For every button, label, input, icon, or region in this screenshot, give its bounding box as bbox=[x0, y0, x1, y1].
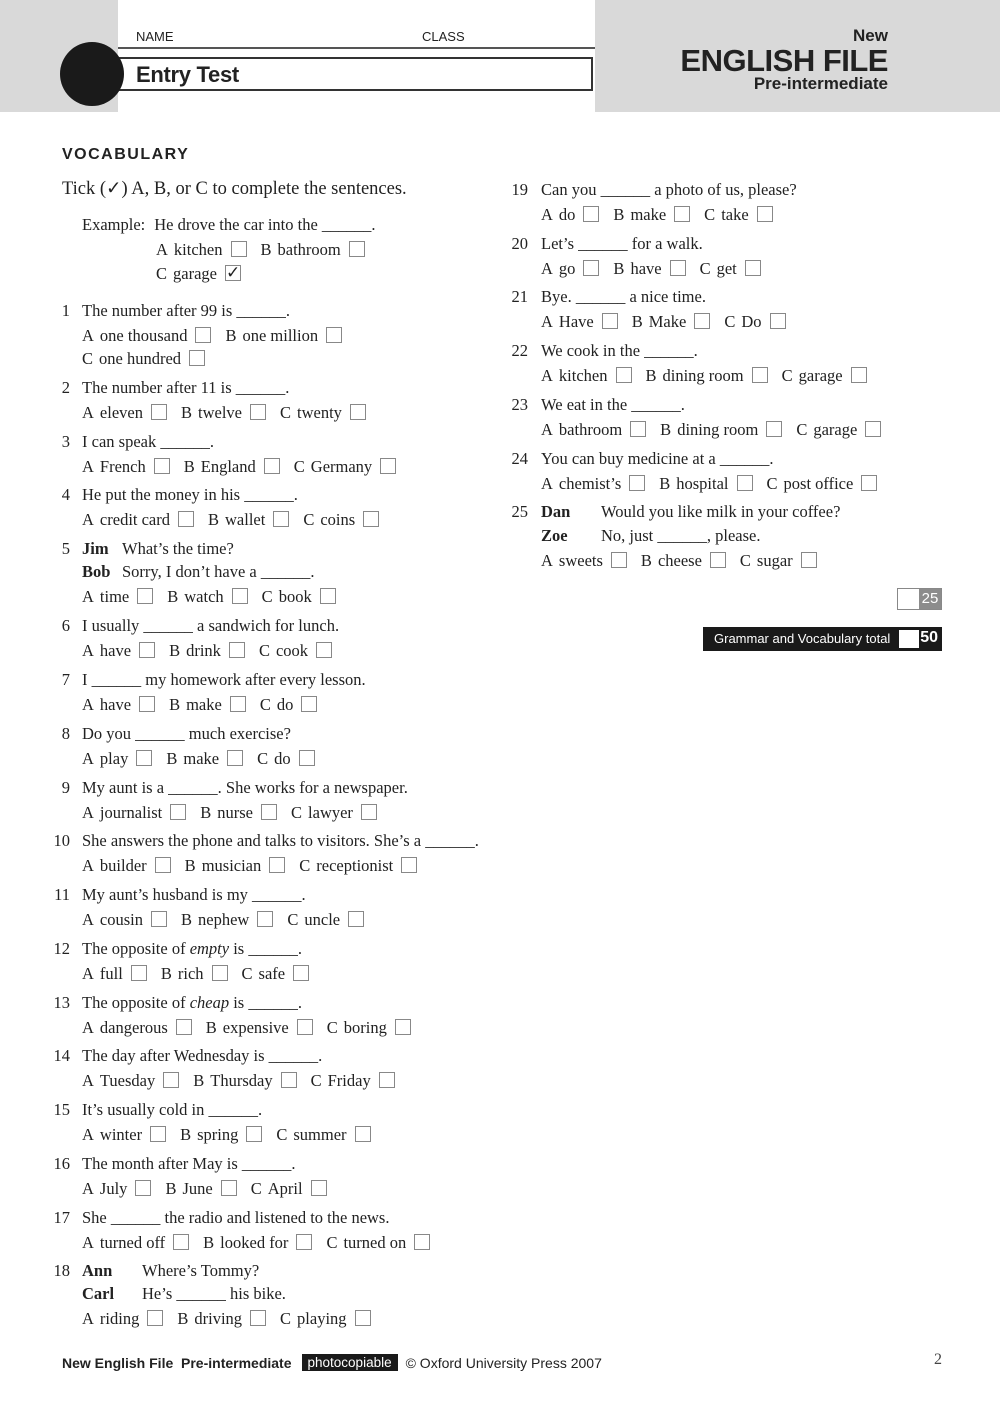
options-row bbox=[541, 259, 775, 279]
option-a: A dangerous bbox=[82, 1018, 192, 1038]
speaker: Ann bbox=[82, 1261, 113, 1280]
option-c: C post office bbox=[767, 474, 878, 494]
option-b: B dining room bbox=[660, 420, 782, 440]
options-row bbox=[541, 312, 800, 332]
checkbox[interactable] bbox=[861, 475, 877, 491]
speaker: Carl bbox=[82, 1284, 115, 1303]
checkbox[interactable] bbox=[139, 642, 155, 658]
checkbox[interactable] bbox=[355, 1126, 371, 1142]
checkbox[interactable] bbox=[583, 206, 599, 222]
question-text: You can buy medicine at a ______. bbox=[541, 449, 774, 468]
total-score-bar bbox=[703, 627, 942, 651]
question-number: 23 bbox=[511, 395, 528, 414]
checkbox[interactable] bbox=[154, 458, 170, 474]
option-a: A chemist’s bbox=[541, 474, 645, 494]
option-c: C safe bbox=[242, 964, 310, 984]
question-number: 20 bbox=[511, 234, 528, 253]
options-row bbox=[82, 1309, 385, 1329]
option-b: B make bbox=[613, 205, 690, 225]
option-c: C Do bbox=[724, 312, 785, 332]
checkbox[interactable] bbox=[250, 404, 266, 420]
checkbox[interactable] bbox=[611, 552, 627, 568]
option-a: A turned off bbox=[82, 1233, 189, 1253]
question-number: 10 bbox=[53, 831, 70, 850]
option-c: C April bbox=[251, 1179, 327, 1199]
checkbox[interactable] bbox=[670, 260, 686, 276]
checkbox[interactable] bbox=[281, 1072, 297, 1088]
option-a: A full bbox=[82, 964, 147, 984]
question-number: 25 bbox=[511, 502, 528, 521]
question-text: She answers the phone and talks to visitors. She’s a ______. bbox=[82, 831, 479, 850]
options-row bbox=[82, 457, 410, 477]
option-c: C take bbox=[704, 205, 773, 225]
options-row bbox=[82, 1233, 444, 1253]
option-b: B rich bbox=[161, 964, 228, 984]
option-b: B watch bbox=[167, 587, 247, 607]
checkbox[interactable] bbox=[155, 857, 171, 873]
checkbox[interactable] bbox=[178, 511, 194, 527]
question-text: We cook in the ______. bbox=[541, 341, 698, 360]
checkbox[interactable] bbox=[150, 1126, 166, 1142]
question-text: The number after 11 is ______. bbox=[82, 378, 290, 397]
checkbox-ticked[interactable] bbox=[225, 265, 241, 281]
checkbox[interactable] bbox=[851, 367, 867, 383]
option-c: C do bbox=[260, 695, 318, 715]
checkbox[interactable] bbox=[269, 857, 285, 873]
checkbox[interactable] bbox=[296, 1234, 312, 1250]
option-c: C coins bbox=[303, 510, 379, 530]
option-c: C get bbox=[700, 259, 761, 279]
question-number: 9 bbox=[61, 778, 70, 797]
photocopiable-badge: photocopiable bbox=[302, 1354, 398, 1371]
option-b: B England bbox=[184, 457, 280, 477]
checkbox[interactable] bbox=[293, 965, 309, 981]
checkbox[interactable] bbox=[326, 327, 342, 343]
option-a: A go bbox=[541, 259, 599, 279]
dialogue-line bbox=[82, 1261, 259, 1281]
unit-circle bbox=[60, 42, 124, 106]
option-c: C playing bbox=[280, 1309, 371, 1329]
question-number: 6 bbox=[61, 616, 70, 635]
option-c: C do bbox=[257, 749, 315, 769]
section-title: VOCABULARY bbox=[62, 146, 190, 163]
option-a: A July bbox=[82, 1179, 151, 1199]
question-text: Do you ______ much exercise? bbox=[82, 724, 291, 743]
option-a: A eleven bbox=[82, 403, 167, 423]
test-title-box bbox=[118, 57, 593, 91]
option-b: B Thursday bbox=[193, 1071, 296, 1091]
question-number: 17 bbox=[53, 1208, 70, 1227]
checkbox[interactable] bbox=[301, 696, 317, 712]
example-options-row-2 bbox=[156, 264, 255, 284]
question-number: 13 bbox=[53, 993, 70, 1012]
option-b: B make bbox=[169, 695, 246, 715]
option-b: B make bbox=[166, 749, 243, 769]
option-c: C cook bbox=[259, 641, 332, 661]
checkbox[interactable] bbox=[363, 511, 379, 527]
dialogue-text: He’s ______ his bike. bbox=[142, 1284, 286, 1303]
option-a: A kitchen bbox=[541, 366, 632, 386]
question-number: 5 bbox=[61, 539, 70, 558]
question-number: 2 bbox=[61, 378, 70, 397]
checkbox[interactable] bbox=[770, 313, 786, 329]
option-a: A have bbox=[82, 641, 155, 661]
checkbox[interactable] bbox=[865, 421, 881, 437]
question-text: Can you ______ a photo of us, please? bbox=[541, 180, 797, 199]
checkbox[interactable] bbox=[221, 1180, 237, 1196]
example-prompt: Example: bbox=[82, 215, 146, 234]
checkbox[interactable] bbox=[757, 206, 773, 222]
checkbox[interactable] bbox=[629, 475, 645, 491]
options-row bbox=[82, 910, 378, 930]
section-score-max: 25 bbox=[919, 589, 941, 609]
question-text: We eat in the ______. bbox=[541, 395, 685, 414]
question-text: It’s usually cold in ______. bbox=[82, 1100, 263, 1119]
options-row bbox=[541, 420, 895, 440]
header-name-area bbox=[118, 0, 595, 112]
checkbox[interactable] bbox=[261, 804, 277, 820]
checkbox[interactable] bbox=[212, 965, 228, 981]
options-row bbox=[82, 1071, 409, 1091]
example-options-row-1 bbox=[156, 240, 379, 260]
checkbox[interactable] bbox=[257, 911, 273, 927]
option-b: B driving bbox=[177, 1309, 266, 1329]
question-number: 21 bbox=[511, 287, 528, 306]
brand-new: New bbox=[853, 26, 888, 45]
class-label: CLASS bbox=[422, 29, 465, 44]
checkbox[interactable] bbox=[137, 588, 153, 604]
option-b: B nurse bbox=[200, 803, 277, 823]
checkbox[interactable] bbox=[131, 965, 147, 981]
option-b: B drink bbox=[169, 641, 245, 661]
name-label: NAME bbox=[136, 29, 174, 44]
option-b: B June bbox=[165, 1179, 236, 1199]
options-row bbox=[82, 803, 391, 823]
option-b: B one million bbox=[225, 326, 342, 346]
options-row bbox=[82, 403, 380, 423]
question-text: The month after May is ______. bbox=[82, 1154, 296, 1173]
question-text: She ______ the radio and listened to the news. bbox=[82, 1208, 390, 1227]
option-c: C book bbox=[262, 587, 336, 607]
option-c: C Germany bbox=[294, 457, 396, 477]
option-b: B twelve bbox=[181, 403, 266, 423]
question-number: 15 bbox=[53, 1100, 70, 1119]
question-text: The opposite of empty is ______. bbox=[82, 939, 302, 958]
option-a: A have bbox=[82, 695, 155, 715]
option-c: C garage bbox=[796, 420, 881, 440]
checkbox[interactable] bbox=[227, 750, 243, 766]
options-row bbox=[541, 205, 787, 225]
checkbox[interactable] bbox=[348, 911, 364, 927]
tick-icon: ✓ bbox=[225, 263, 241, 282]
question-number: 8 bbox=[61, 724, 70, 743]
checkbox[interactable] bbox=[273, 511, 289, 527]
checkbox[interactable] bbox=[147, 1310, 163, 1326]
total-label: Grammar and Vocabulary total bbox=[714, 631, 891, 646]
options-row bbox=[82, 695, 331, 715]
checkbox[interactable] bbox=[195, 327, 211, 343]
option-a: A credit card bbox=[82, 510, 194, 530]
checkbox[interactable] bbox=[694, 313, 710, 329]
checkbox[interactable] bbox=[311, 1180, 327, 1196]
brand-level: Pre-intermediate bbox=[753, 74, 888, 93]
question-text: The number after 99 is ______. bbox=[82, 301, 291, 320]
option-c: C Friday bbox=[311, 1071, 395, 1091]
checkbox[interactable] bbox=[297, 1019, 313, 1035]
option-b: B nephew bbox=[181, 910, 273, 930]
option-b: B spring bbox=[180, 1125, 262, 1145]
option-c: C twenty bbox=[280, 403, 366, 423]
speaker: Zoe bbox=[541, 526, 568, 545]
checkbox[interactable] bbox=[299, 750, 315, 766]
example-sentence bbox=[82, 215, 376, 235]
option-c: C turned on bbox=[326, 1233, 430, 1253]
speaker: Bob bbox=[82, 562, 111, 581]
option-a: A cousin bbox=[82, 910, 167, 930]
option-a: A journalist bbox=[82, 803, 186, 823]
options-row bbox=[82, 964, 323, 984]
checkbox[interactable] bbox=[801, 552, 817, 568]
options-row bbox=[82, 349, 219, 369]
question-number: 7 bbox=[61, 670, 70, 689]
checkbox[interactable] bbox=[230, 696, 246, 712]
question-text: Let’s ______ for a walk. bbox=[541, 234, 703, 253]
checkbox[interactable] bbox=[231, 241, 247, 257]
checkbox[interactable] bbox=[139, 696, 155, 712]
checkbox[interactable] bbox=[232, 588, 248, 604]
dialogue-line bbox=[82, 562, 314, 582]
checkbox[interactable] bbox=[745, 260, 761, 276]
option-c: C lawyer bbox=[291, 803, 377, 823]
options-row bbox=[82, 1179, 341, 1199]
question-text: I can speak ______. bbox=[82, 432, 214, 451]
option-c: C boring bbox=[327, 1018, 411, 1038]
option-a: A riding bbox=[82, 1309, 163, 1329]
option-a: A bathroom bbox=[541, 420, 646, 440]
checkbox[interactable] bbox=[616, 367, 632, 383]
option-b: B have bbox=[613, 259, 685, 279]
option-b: B looked for bbox=[203, 1233, 312, 1253]
dialogue-line bbox=[541, 502, 840, 522]
options-row bbox=[541, 551, 831, 571]
checkbox[interactable] bbox=[250, 1310, 266, 1326]
question-number: 12 bbox=[53, 939, 70, 958]
question-text: My aunt is a ______. She works for a newspaper. bbox=[82, 778, 408, 797]
checkbox[interactable] bbox=[674, 206, 690, 222]
footer bbox=[62, 1354, 602, 1371]
brand-title: ENGLISH FILE bbox=[680, 43, 888, 78]
checkbox[interactable] bbox=[229, 642, 245, 658]
test-title: Entry Test bbox=[136, 62, 239, 87]
option-a: A time bbox=[82, 587, 153, 607]
example-option-c: C garage ✓ bbox=[156, 263, 241, 283]
checkbox[interactable] bbox=[350, 404, 366, 420]
footer-title: New English File Pre-intermediate bbox=[62, 1354, 292, 1371]
options-row bbox=[82, 856, 431, 876]
dialogue-text: What’s the time? bbox=[122, 539, 234, 558]
option-a: A sweets bbox=[541, 551, 627, 571]
question-text: He put the money in his ______. bbox=[82, 485, 298, 504]
dialogue-text: Sorry, I don’t have a ______. bbox=[122, 562, 315, 581]
option-a: A do bbox=[541, 205, 599, 225]
dialogue-line bbox=[82, 1284, 286, 1304]
option-a: A Tuesday bbox=[82, 1071, 179, 1091]
option-c: C receptionist bbox=[299, 856, 417, 876]
question-number: 24 bbox=[511, 449, 528, 468]
checkbox[interactable] bbox=[349, 241, 365, 257]
option-a: A winter bbox=[82, 1125, 166, 1145]
checkbox[interactable] bbox=[264, 458, 280, 474]
option-b: B wallet bbox=[208, 510, 289, 530]
option-b: B cheese bbox=[641, 551, 726, 571]
checkbox[interactable] bbox=[766, 421, 782, 437]
checkbox[interactable] bbox=[163, 1072, 179, 1088]
question-text: I usually ______ a sandwich for lunch. bbox=[82, 616, 340, 635]
question-number: 3 bbox=[61, 432, 70, 451]
checkbox[interactable] bbox=[602, 313, 618, 329]
page-number: 2 bbox=[934, 1351, 942, 1368]
checkbox[interactable] bbox=[752, 367, 768, 383]
checkbox[interactable] bbox=[361, 804, 377, 820]
checkbox[interactable] bbox=[170, 804, 186, 820]
options-row bbox=[82, 749, 329, 769]
options-row bbox=[82, 1125, 385, 1145]
checkbox[interactable] bbox=[630, 421, 646, 437]
options-row bbox=[82, 1018, 425, 1038]
option-c: C garage bbox=[782, 366, 867, 386]
question-number: 1 bbox=[61, 301, 70, 320]
option-c: C sugar bbox=[740, 551, 817, 571]
question-text: My aunt’s husband is my ______. bbox=[82, 885, 306, 904]
option-a: A Have bbox=[541, 312, 618, 332]
option-a: A one thousand bbox=[82, 326, 211, 346]
question-number: 14 bbox=[53, 1046, 70, 1065]
checkbox[interactable] bbox=[395, 1019, 411, 1035]
checkbox[interactable] bbox=[380, 458, 396, 474]
option-b: B expensive bbox=[206, 1018, 313, 1038]
options-row bbox=[82, 587, 350, 607]
question-text: Bye. ______ a nice time. bbox=[541, 287, 706, 306]
checkbox[interactable] bbox=[151, 404, 167, 420]
question-number: 22 bbox=[511, 341, 528, 360]
checkbox[interactable] bbox=[320, 588, 336, 604]
checkbox[interactable] bbox=[176, 1019, 192, 1035]
option-b: B hospital bbox=[659, 474, 752, 494]
checkbox[interactable] bbox=[401, 857, 417, 873]
checkbox[interactable] bbox=[414, 1234, 430, 1250]
question-number: 16 bbox=[53, 1154, 70, 1173]
option-a: A play bbox=[82, 749, 152, 769]
example-option-b: B bathroom bbox=[261, 240, 365, 260]
speaker: Jim bbox=[82, 539, 109, 558]
dialogue-text: Where’s Tommy? bbox=[142, 1261, 260, 1280]
checkbox[interactable] bbox=[710, 552, 726, 568]
option-b: B dining room bbox=[646, 366, 768, 386]
option-c: C summer bbox=[276, 1125, 370, 1145]
dialogue-text: Would you like milk in your coffee? bbox=[601, 502, 841, 521]
option-a: A French bbox=[82, 457, 170, 477]
example-text: He drove the car into the ______. bbox=[154, 215, 376, 234]
checkbox[interactable] bbox=[173, 1234, 189, 1250]
option-c: C one hundred bbox=[82, 349, 205, 369]
question-number: 4 bbox=[61, 485, 70, 504]
dialogue-line bbox=[82, 539, 234, 559]
options-row bbox=[82, 510, 393, 530]
checkbox[interactable] bbox=[355, 1310, 371, 1326]
speaker: Dan bbox=[541, 502, 571, 521]
checkbox[interactable] bbox=[379, 1072, 395, 1088]
checkbox[interactable] bbox=[136, 750, 152, 766]
option-c: C uncle bbox=[287, 910, 364, 930]
question-text: The opposite of cheap is ______. bbox=[82, 993, 302, 1012]
question-text: The day after Wednesday is ______. bbox=[82, 1046, 323, 1065]
copyright: © Oxford University Press 2007 bbox=[405, 1354, 602, 1371]
options-row bbox=[541, 366, 881, 386]
section-score-box[interactable] bbox=[897, 588, 942, 610]
question-number: 11 bbox=[54, 885, 70, 904]
name-class-line bbox=[118, 47, 595, 49]
instruction: Tick (✓) A, B, or C to complete the sentences. bbox=[62, 179, 407, 199]
question-number: 19 bbox=[511, 180, 528, 199]
checkbox[interactable] bbox=[316, 642, 332, 658]
checkbox[interactable] bbox=[189, 350, 205, 366]
checkbox[interactable] bbox=[151, 911, 167, 927]
option-a: A builder bbox=[82, 856, 171, 876]
checkbox[interactable] bbox=[737, 475, 753, 491]
dialogue-text: No, just ______, please. bbox=[601, 526, 761, 545]
example-option-a: A kitchen bbox=[156, 240, 247, 260]
option-b: B Make bbox=[632, 312, 711, 332]
total-max: 50 bbox=[920, 629, 938, 646]
options-row bbox=[82, 641, 346, 661]
dialogue-line bbox=[541, 526, 760, 546]
question-text: I ______ my homework after every lesson. bbox=[82, 670, 366, 689]
option-b: B musician bbox=[185, 856, 286, 876]
options-row bbox=[82, 326, 356, 346]
checkbox[interactable] bbox=[583, 260, 599, 276]
checkbox[interactable] bbox=[135, 1180, 151, 1196]
checkbox[interactable] bbox=[246, 1126, 262, 1142]
options-row bbox=[541, 474, 891, 494]
question-number: 18 bbox=[53, 1261, 70, 1280]
total-score-input[interactable] bbox=[899, 630, 919, 648]
